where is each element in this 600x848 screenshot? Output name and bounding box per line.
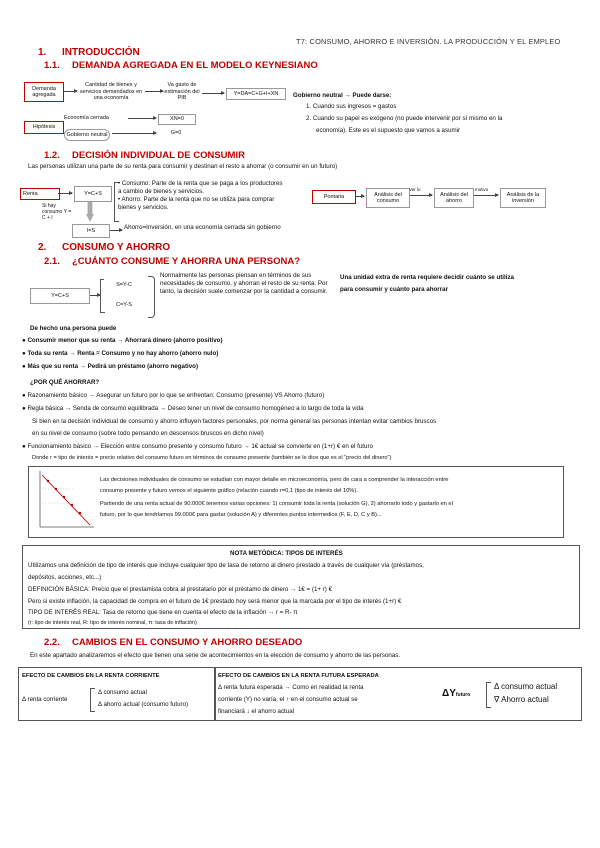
renta-box: Renta <box>20 188 60 200</box>
sibien-line-2: en su nivel de consumo (sobre todo pensando en descensos bruscos en dicho nivel) <box>32 430 264 437</box>
bullet-1-text: Consumir menor que su renta → Ahorrará dinero (ahorro positivo) <box>27 337 223 344</box>
graph-point <box>79 512 81 514</box>
figure-p1: Las decisiones individuales de consumo se estudian con mayor detalle en microeconomía, pero de cara a comprender la interacción entre <box>100 477 449 483</box>
inversion-note: Ahorro=Inversión, en una economía cerrada sin gobierno <box>124 224 281 231</box>
delta-y-subscript: futuro <box>455 692 471 698</box>
brace <box>90 688 95 712</box>
bullet-2-text: Toda su renta → Renta = Consumo y no hay ahorro (ahorro nulo) <box>27 350 219 357</box>
diagram4-note: Normalmente las personas piensan en términos de sus necesidades de consumo, y ahorran el resto de su renta. Por tanto, la decisión suele comenzar por la cantidad a consumir. <box>160 272 328 295</box>
gobierno-item-1: 1. Cuando sus ingresos = gastos <box>306 103 397 110</box>
sibien-line-1: Si bien en la decisión individual de consumo y ahorro influyen factores personales, por norma general las personas intentan evitar cambios bruscos <box>32 418 437 425</box>
consumo-text: Consumo: Parte de la renta que se paga a los productores a cambio de bienes y servicios. <box>118 180 283 195</box>
table-right-l2: corriente (Y) no varía, el ↑ en el consumo actual se <box>218 696 358 703</box>
arrow <box>410 195 432 196</box>
arrow <box>145 91 163 92</box>
bullet-1: ● Consumir menor que su renta → Ahorrará dinero (ahorro positivo) <box>22 337 223 344</box>
table-right-l3: financiará ↓ el ahorro actual <box>218 708 295 715</box>
section-2-number: 2. <box>38 242 47 253</box>
cys-box: C=Y-S <box>104 298 144 312</box>
nota-l6: (r: tipo de interés real, R: tipo de interés nominal, π: tasa de inflación) <box>28 620 197 626</box>
bullet-5-text: Regla básica → Senda de consumo equilibrada → Deseo tener un nivel de consumo homogéneo a lo largo de toda la vida <box>27 405 364 412</box>
nota-title: NOTA METÓDICA: TIPOS DE INTERÉS <box>230 550 343 557</box>
section-2-1-number: 2.1. <box>44 256 60 267</box>
table-right-r2: ∇ Ahorro actual <box>494 695 549 704</box>
arrow-label-2: motivo <box>475 187 489 192</box>
arrow <box>90 295 100 296</box>
s22-intro: En este apartado analizaremos el efecto que tienen una serie de acontecimientos en la elección de consumo y ahorro de las personas. <box>30 652 401 659</box>
formula-box: Y=DA=C+G+I+XN <box>226 88 286 100</box>
demanda-agregada-box: Demanda agregada <box>24 82 64 102</box>
section-2-1-title: ¿CUÁNTO CONSUME Y AHORRA UNA PERSONA? <box>72 256 301 267</box>
g-box: G=0 <box>158 129 194 138</box>
section-1-2-number: 1.2. <box>44 150 60 161</box>
arrow <box>356 196 364 197</box>
analisis-ahorro-box: Análisis del ahorro <box>434 188 474 208</box>
gasto-box: Va gasto de estimación del PIB <box>164 80 200 104</box>
syc-box: S=Y-C <box>104 278 144 292</box>
bullet-3-text: Más que su renta → Pedirá un préstamo (ahorro negativo) <box>27 363 199 370</box>
section-1-1-number: 1.1. <box>44 60 60 71</box>
consumption-graph <box>34 469 96 533</box>
hecho-text: De hecho una persona puede <box>30 325 117 332</box>
table-right-l1: Δ renta futura esperada → Como en realidad la renta <box>218 684 364 691</box>
extra-line-1: Una unidad extra de renta requiere decidir cuánto se utiliza <box>340 274 514 281</box>
section-2-title: CONSUMO Y AHORRO <box>62 242 171 253</box>
xn-box: XN=0 <box>158 114 196 125</box>
analisis-inversion-box: Análisis de la inversión <box>500 188 546 208</box>
gobierno-item-2b: economía). Este es el supuesto que vamos a asumir <box>316 127 461 134</box>
section-2-2-number: 2.2. <box>44 637 60 648</box>
extra-line-2: para consumir y cuánto para ahorrar <box>340 286 448 293</box>
bullet-5: ● Regla básica → Senda de consumo equilibrada → Deseo tener un nivel de consumo homogéneo a lo largo de toda la vida <box>22 405 364 412</box>
ycs-box: Y=C+S <box>74 186 112 202</box>
arrow <box>128 118 156 119</box>
bullet-2: ● Toda su renta → Renta = Consumo y no hay ahorro (ahorro nulo) <box>22 350 219 357</box>
table-left-r2: Δ ahorro actual (consumo futuro) <box>98 701 189 708</box>
bullet-6: ● Funcionamiento básico → Elección entre consumo presente y consumo futuro → 1€ actual se convierte en (1+r) € en el futuro <box>22 443 373 450</box>
arrow-label-1: Ver lo <box>409 187 421 192</box>
s12-intro: Las personas utilizan una parte de su renta para consumir y destinan el resto a ahorrar (o consumir en un futuro) <box>28 163 338 170</box>
is-box: I=S <box>72 224 110 238</box>
down-arrow-icon <box>86 202 94 222</box>
pontaria-box: Pontaria <box>312 190 356 204</box>
economia-cerrada-label: Economía cerrada <box>64 115 109 121</box>
brace <box>148 276 155 318</box>
table-left-label: Δ renta corriente <box>22 696 68 703</box>
arrow <box>58 193 72 194</box>
figure-p3: Partiendo de una renta actual de 90.000€ tenemos varias opciones: 1) consumir toda la renta (solución G), 2) ahorrarlo todo y gastarlo en el <box>100 501 453 507</box>
graph-point <box>63 496 65 498</box>
table-left-r1: Δ consumo actual <box>98 689 147 696</box>
delta-y-text: ΔY <box>442 688 456 699</box>
gobierno-neutral-box: Gobierno neutral <box>64 129 110 141</box>
bullet-6-text: Funcionamiento básico → Elección entre consumo presente y consumo futuro → 1€ actual se convierte en (1+r) € en el futuro <box>27 443 373 450</box>
ahorro-definition: • Ahorro: Parte de la renta que no se utiliza para comprar bienes y servicios. <box>118 196 275 211</box>
bullet-3: ● Más que su renta → Pedirá un préstamo (ahorro negativo) <box>22 363 199 370</box>
nota-l4: Pero si existe inflación, la capacidad de compra en el futuro de 1€ prestado hoy será menor que la marcada por el tipo de interés (1+r) € <box>28 598 402 605</box>
cantidad-box: Cantidad de bienes y servicios demandados en una economía <box>79 82 143 102</box>
figure-p4: futuro, por lo que tendríamos 99.000€ para gastar (solución A) y diferentes puntos intermedios (F, E, D, C y B)... <box>100 512 382 518</box>
budget-line <box>42 475 90 525</box>
consumo-definition: • Consumo: Parte de la renta que se paga a los productores a cambio de bienes y servicios. <box>118 180 283 195</box>
document-header: T7: CONSUMO, AHORRO E INVERSIÓN. LA PRODUCCIÓN Y EL EMPLEO <box>296 37 561 46</box>
nota-l5: TIPO DE INTERÉS REAL: Tasa de retorno que tiene en cuenta el efecto de la inflación → r = R- π <box>28 609 298 616</box>
bullet-4-text: Razonamiento básico → Asegurar un futuro por lo que se enfrentan: Consumo (presente) VS Ahorro (futuro) <box>27 392 325 399</box>
figure-p2: consumo presente y futuro vemos el siguiente gráfico (relación cuando r=0,1 (tipo de interés del 10%). <box>100 488 358 494</box>
arrow <box>110 230 122 231</box>
arrow <box>63 91 77 92</box>
table-right-r1: Δ consumo actual <box>494 682 558 691</box>
nota-l3: DEFINICIÓN BÁSICA: Precio que el prestamista cobra al prestatario por el préstamo de dinero → 1€ = (1+ r) € <box>28 586 333 593</box>
section-1-number: 1. <box>38 47 47 58</box>
arrow <box>112 133 156 134</box>
consumo-side-note: Si hay consumo Y = C + I <box>42 203 72 221</box>
section-1-2-title: DECISIÓN INDIVIDUAL DE CONSUMIR <box>72 150 245 161</box>
ycs-2-box: Y=C+S <box>30 288 90 304</box>
table-right-title: EFECTO DE CAMBIOS EN LA RENTA FUTURA ESPERADA <box>218 673 379 679</box>
graph-point <box>55 488 57 490</box>
section-2-2-title: CAMBIOS EN EL CONSUMO Y AHORRO DESEADO <box>72 637 303 648</box>
section-1-title: INTRODUCCIÓN <box>62 47 140 58</box>
porque-heading: ¿POR QUÉ AHORRAR? <box>30 379 100 386</box>
gobierno-item-2a: 2. Cuando su papel es exógeno (no puede intervenir por sí mismo en la <box>306 115 503 122</box>
gobierno-title: Gobierno neutral → Puede darse: <box>293 92 392 99</box>
arrow <box>202 93 224 94</box>
donde-text: Donde r = tipo de interés = precio relativo del consumo futuro en términos de consumo presente (también se le dice que es el "precio del dinero") <box>32 455 392 461</box>
nota-l1: Utilizamos una definición de tipo de interés que incluye cualquier tipo de tasa de retorno al dinero prestado a través de cualquier vía (préstamos, <box>28 562 424 569</box>
table-left-title: EFECTO DE CAMBIOS EN LA RENTA CORRIENTE <box>22 673 160 679</box>
bullet-4: ● Razonamiento básico → Asegurar un futuro por lo que se enfrentan: Consumo (presente) VS Ahorro (futuro) <box>22 392 325 399</box>
ahorro-text: Ahorro: Parte de la renta que no se utiliza para comprar bienes y servicios. <box>118 196 275 211</box>
delta-y-label <box>442 688 470 699</box>
hipotesis-box: Hipótesis <box>24 121 64 134</box>
section-1-1-title: DEMANDA AGREGADA EN EL MODELO KEYNESIANO <box>72 60 318 71</box>
arrow <box>474 195 498 196</box>
graph-point <box>47 480 49 482</box>
analisis-consumo-box: Análisis del consumo <box>366 188 410 208</box>
nota-l2: depósitos, acciones, etc...) <box>28 574 102 581</box>
graph-point <box>71 504 73 506</box>
brace <box>486 682 491 708</box>
